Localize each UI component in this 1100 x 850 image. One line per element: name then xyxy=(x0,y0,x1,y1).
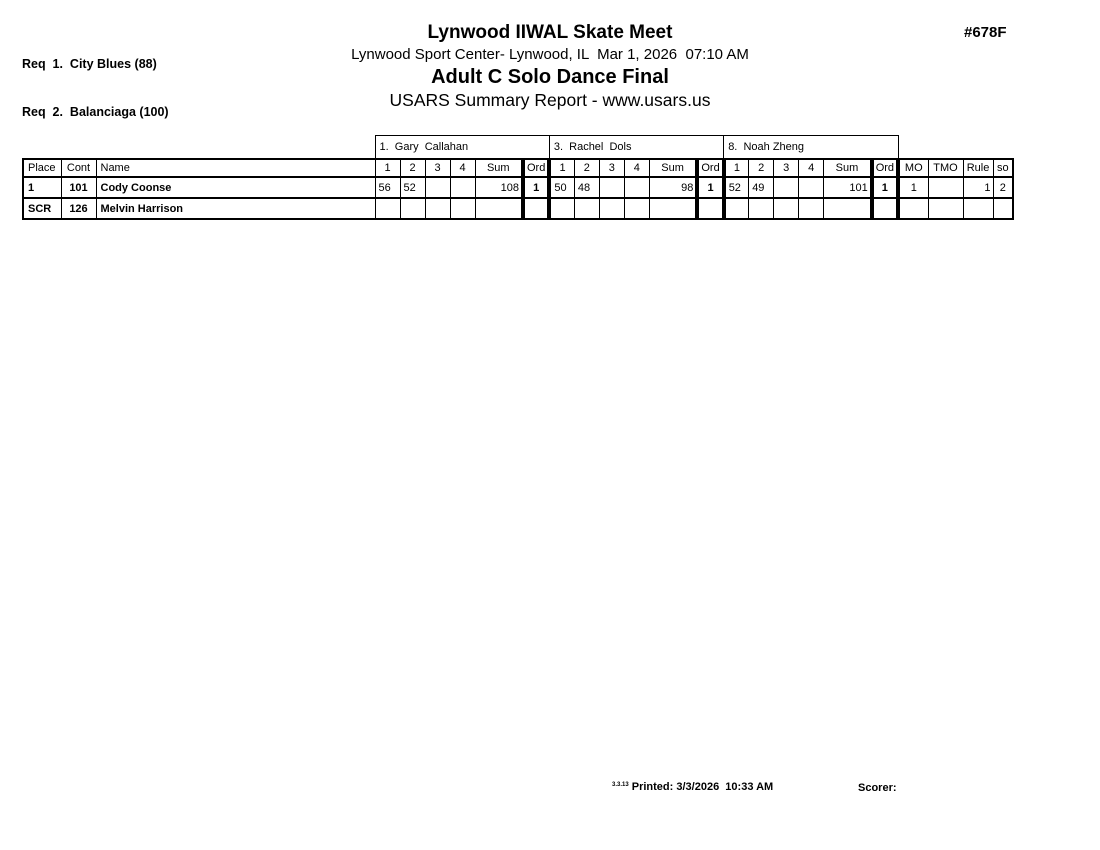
header-judge-sum: Sum xyxy=(824,159,872,177)
score-cell xyxy=(624,177,649,198)
sum-cell: 101 xyxy=(824,177,872,198)
sum-cell: 98 xyxy=(649,177,697,198)
ordinal-cell xyxy=(872,198,898,219)
place-cell: SCR xyxy=(23,198,61,219)
header-judge-3: 3 xyxy=(599,159,624,177)
sum-cell xyxy=(475,198,523,219)
printed-value: 3/3/2026 10:33 AM xyxy=(676,781,774,793)
ordinal-cell: 1 xyxy=(697,177,723,198)
judge-name-row xyxy=(23,136,1013,160)
judge-name-cell: 8. Noah Zheng xyxy=(724,136,898,160)
requirement-line-2: Req 2. Balanciaga (100) xyxy=(22,105,169,119)
results-table xyxy=(22,135,1014,220)
ordinal-cell xyxy=(697,198,723,219)
place-cell: 1 xyxy=(23,177,61,198)
event-title: Adult C Solo Dance Final xyxy=(431,66,669,88)
rule-cell: 1 xyxy=(963,177,993,198)
header-judge-ord: Ord xyxy=(697,159,723,177)
header-judge-2: 2 xyxy=(574,159,599,177)
sum-cell xyxy=(824,198,872,219)
header-judge-1: 1 xyxy=(549,159,574,177)
ordinal-cell: 1 xyxy=(523,177,549,198)
contestant-number-cell: 101 xyxy=(61,177,96,198)
header-tmo: TMO xyxy=(928,159,963,177)
header-judge-3: 3 xyxy=(425,159,450,177)
ordinal-cell xyxy=(523,198,549,219)
skater-row xyxy=(23,177,1013,198)
printed-line xyxy=(612,781,773,793)
header-judge-ord: Ord xyxy=(872,159,898,177)
venue-date-line: Lynwood Sport Center- Lynwood, IL Mar 1, 2026 07:10 AM xyxy=(351,46,749,63)
header-judge-2: 2 xyxy=(749,159,774,177)
so-cell: 2 xyxy=(993,177,1013,198)
header-so: so xyxy=(993,159,1013,177)
ordinal-cell: 1 xyxy=(872,177,898,198)
skater-name-cell: Melvin Harrison xyxy=(96,198,375,219)
requirement-line-1: Req 1. City Blues (88) xyxy=(22,57,157,71)
sum-cell xyxy=(649,198,697,219)
mo-cell: 1 xyxy=(898,177,928,198)
header-rule: Rule xyxy=(963,159,993,177)
score-cell xyxy=(375,198,400,219)
header-judge-sum: Sum xyxy=(475,159,523,177)
score-cell xyxy=(749,198,774,219)
score-cell: 48 xyxy=(574,177,599,198)
judge-row-spacer-left xyxy=(23,136,375,160)
score-cell xyxy=(774,177,799,198)
scorer-label: Scorer: xyxy=(858,782,897,794)
score-cell xyxy=(599,177,624,198)
header-judge-4: 4 xyxy=(624,159,649,177)
header-judge-4: 4 xyxy=(799,159,824,177)
column-header-row xyxy=(23,159,1013,177)
skater-name-cell: Cody Coonse xyxy=(96,177,375,198)
tmo-cell xyxy=(928,177,963,198)
meet-number: #678F xyxy=(964,24,1007,41)
results-table-container xyxy=(22,135,1014,220)
score-cell xyxy=(425,177,450,198)
score-cell xyxy=(549,198,574,219)
score-cell xyxy=(724,198,749,219)
mo-cell xyxy=(898,198,928,219)
header-judge-3: 3 xyxy=(774,159,799,177)
contestant-number-cell: 126 xyxy=(61,198,96,219)
header-name: Name xyxy=(96,159,375,177)
header-cont: Cont xyxy=(61,159,96,177)
score-cell: 50 xyxy=(549,177,574,198)
score-cell xyxy=(774,198,799,219)
header-place: Place xyxy=(23,159,61,177)
header-judge-2: 2 xyxy=(400,159,425,177)
sum-cell: 108 xyxy=(475,177,523,198)
score-cell xyxy=(425,198,450,219)
judge-name-cell: 3. Rachel Dols xyxy=(549,136,723,160)
score-cell xyxy=(599,198,624,219)
header-judge-1: 1 xyxy=(375,159,400,177)
so-cell xyxy=(993,198,1013,219)
software-version: 3.3.13 xyxy=(612,782,629,788)
score-cell: 56 xyxy=(375,177,400,198)
score-cell: 49 xyxy=(749,177,774,198)
judge-row-spacer-right xyxy=(898,136,1013,160)
score-cell: 52 xyxy=(724,177,749,198)
header-judge-1: 1 xyxy=(724,159,749,177)
skater-row xyxy=(23,198,1013,219)
header-judge-ord: Ord xyxy=(523,159,549,177)
rule-cell xyxy=(963,198,993,219)
score-cell xyxy=(799,198,824,219)
printed-label: Printed: xyxy=(631,781,674,793)
score-cell xyxy=(799,177,824,198)
score-cell xyxy=(450,198,475,219)
report-title: USARS Summary Report - www.usars.us xyxy=(389,90,711,110)
meet-title: Lynwood IIWAL Skate Meet xyxy=(427,22,673,43)
tmo-cell xyxy=(928,198,963,219)
header-mo: MO xyxy=(898,159,928,177)
score-cell xyxy=(624,198,649,219)
header-judge-4: 4 xyxy=(450,159,475,177)
score-cell: 52 xyxy=(400,177,425,198)
header-judge-sum: Sum xyxy=(649,159,697,177)
judge-name-cell: 1. Gary Callahan xyxy=(375,136,549,160)
score-cell xyxy=(450,177,475,198)
score-cell xyxy=(400,198,425,219)
score-cell xyxy=(574,198,599,219)
